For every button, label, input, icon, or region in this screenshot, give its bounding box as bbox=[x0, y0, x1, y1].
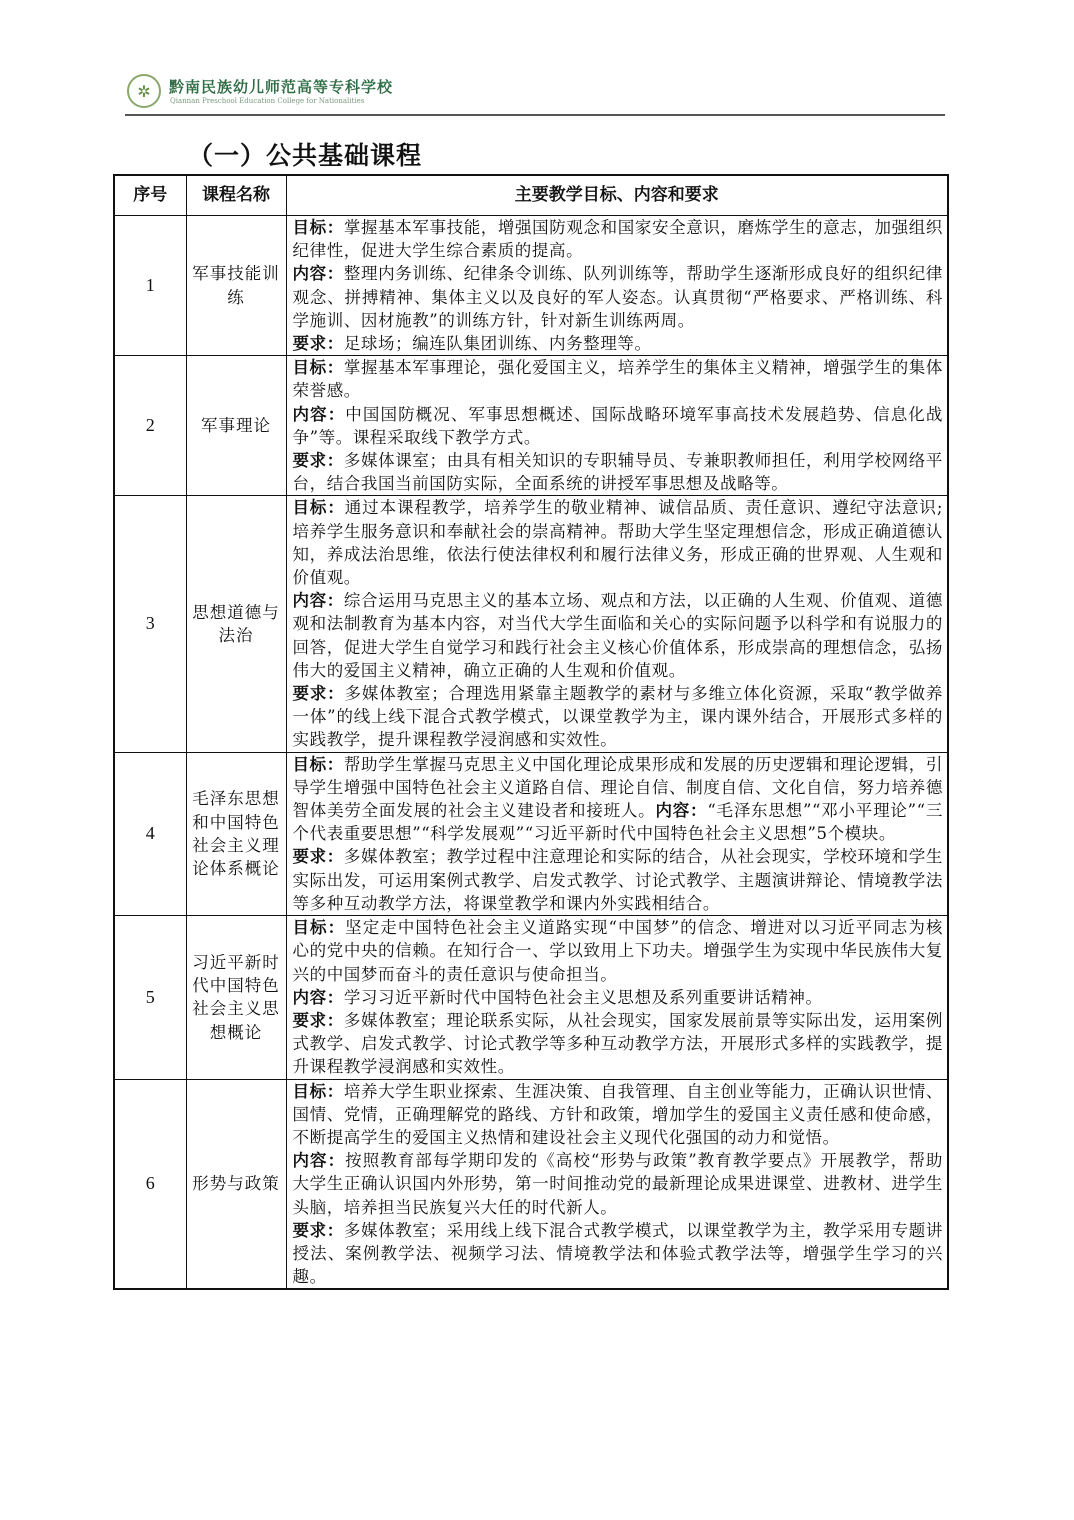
table-row bbox=[114, 356, 948, 496]
column-header-name: 课程名称 bbox=[186, 175, 286, 216]
section-text: 多媒体教室；采用线上线下混合式教学模式，以课堂教学为主，教学采用专题讲授法、案例教学法、视频学习法、情境教学法和体验式教学法等，增强学生学习的兴趣。 bbox=[292, 1220, 943, 1287]
section-text: 培养大学生职业探索、生涯决策、自我管理、自主创业等能力，正确认识世情、国情、党情，正确理解党的路线、方针和政策，增加学生的爱国主义责任感和使命感，不断提高学生的爱国主义热情和建设社会主义现代化强国的动力和觉悟。 bbox=[292, 1081, 943, 1147]
section-text: 多媒体课室；由具有相关知识的专职辅导员、专兼职教师担任，利用学校网络平台，结合我国当前国防实际，全面系统的讲授军事思想及战略等。 bbox=[292, 451, 943, 494]
section-label: 目标： bbox=[292, 1081, 344, 1101]
section-text: “毛泽东思想”“邓小平理论”“三个代表重要思想”“科学发展观”“习近平新时代中国特色社会主义思想”5个模块。 bbox=[292, 801, 943, 844]
section-label: 要求： bbox=[292, 847, 344, 867]
course-description bbox=[286, 356, 948, 496]
table-row bbox=[114, 752, 948, 915]
section-text: 坚定走中国特色社会主义道路实现“中国梦”的信念、增进对以习近平同志为核心的党中央的信赖。在知行合一、学以致用上下功夫。增强学生为实现中华民族伟大复兴的中国梦而奋斗的责任意识与使命担当。 bbox=[292, 918, 943, 984]
section-text: 帮助学生掌握马克思主义中国化理论成果形成和发展的历史逻辑和理论逻辑，引导学生增强中国特色社会主义道路自信、理论自信、制度自信、文化自信，努力培养德智体美劳全面发展的社会主义建设者和接班人。 bbox=[292, 754, 943, 821]
column-header-number: 序号 bbox=[114, 175, 186, 216]
section-label: 目标： bbox=[292, 754, 344, 774]
column-header-description: 主要教学目标、内容和要求 bbox=[286, 175, 948, 216]
section-text: 综合运用马克思主义的基本立场、观点和方法，以正确的人生观、价值观、道德观和法制教育为基本内容，对当代大学生面临和关心的实际问题予以科学和有说服力的回答，促进大学生自觉学习和践行社会主义核心价值体系，形成崇高的理想信念，弘扬伟大的爱国主义精神，确立正确的人生观和价值观。 bbox=[292, 591, 943, 680]
course-description bbox=[286, 916, 948, 1079]
section-text: 多媒体教室；理论联系实际，从社会现实，国家发展前景等实际出发，运用案例式教学、启发式教学、讨论式教学等多种互动教学方法，开展形式多样的实践教学，提升课程教学浸润感和实效性。 bbox=[292, 1010, 943, 1077]
section-label: 内容： bbox=[655, 801, 708, 821]
section-label: 目标： bbox=[292, 218, 344, 237]
course-number: 1 bbox=[114, 216, 186, 356]
section-label: 要求： bbox=[292, 451, 344, 471]
section-text: 通过本课程教学，培养学生的敬业精神、诚信品质、责任意识、遵纪守法意识;培养学生服务意识和奉献社会的崇高精神。帮助大学生坚定理想信念，形成正确道德认知，养成法治思维，依法行使法律权利和履行法律义务，形成正确的世界观、人生观和价值观。 bbox=[292, 498, 943, 588]
table-row bbox=[114, 916, 948, 1079]
section-text: 按照教育部每学期印发的《高校“形势与政策”教育教学要点》开展教学，帮助大学生正确认识国内外形势，第一时间推动党的最新理论成果进课堂、进教材、进学生头脑，培养担当民族复兴大任的时代新人。 bbox=[292, 1151, 943, 1217]
school-logo-icon: ✲ bbox=[127, 74, 161, 108]
section-text: 掌握基本军事理论，强化爱国主义，培养学生的集体主义精神，增强学生的集体荣誉感。 bbox=[292, 358, 943, 401]
section-label: 内容： bbox=[292, 1151, 346, 1171]
course-number: 2 bbox=[114, 356, 186, 496]
course-description bbox=[286, 1079, 948, 1289]
course-number: 6 bbox=[114, 1079, 186, 1289]
course-name: 习近平新时代中国特色社会主义思想概论 bbox=[186, 916, 286, 1079]
course-name: 毛泽东思想和中国特色社会主义理论体系概论 bbox=[186, 752, 286, 915]
section-label: 目标： bbox=[292, 498, 345, 518]
section-text: 多媒体教室；教学过程中注意理论和实际的结合，从社会现实，学校环境和学生实际出发，可运用案例式教学、启发式教学、讨论式教学、主题演讲辩论、情境教学法等多种互动教学方法，将课堂教学和课内外实践相结合。 bbox=[292, 847, 943, 913]
section-title: （一）公共基础课程 bbox=[188, 141, 423, 170]
section-text: 中国国防概况、军事思想概述、国际战略环境军事高技术发展趋势、信息化战争”等。课程采取线下教学方式。 bbox=[292, 404, 943, 447]
table-row bbox=[114, 496, 948, 752]
page-header bbox=[125, 72, 945, 116]
section-label: 要求： bbox=[292, 684, 345, 704]
course-description bbox=[286, 496, 948, 752]
course-name: 军事技能训练 bbox=[186, 216, 286, 356]
course-table bbox=[113, 174, 949, 1290]
section-label: 内容： bbox=[292, 404, 346, 424]
course-number: 4 bbox=[114, 752, 186, 915]
section-text: 整理内务训练、纪律条令训练、队列训练等，帮助学生逐渐形成良好的组织纪律观念、拼搏精神、集体主义以及良好的军人姿态。认真贯彻“严格要求、严格训练、科学施训、因材施教”的训练方针，针对新生训练两周。 bbox=[292, 264, 943, 330]
section-text: 学习习近平新时代中国特色社会主义思想及系列重要讲话精神。 bbox=[343, 987, 823, 1007]
section-label: 内容： bbox=[292, 264, 344, 284]
table-row bbox=[114, 216, 948, 356]
course-number: 3 bbox=[114, 496, 186, 752]
section-label: 要求： bbox=[292, 334, 344, 354]
section-text: 掌握基本军事技能，增强国防观念和国家安全意识，磨炼学生的意志，加强组织纪律性，促进大学生综合素质的提高。 bbox=[292, 218, 943, 261]
section-label: 要求： bbox=[292, 1010, 344, 1030]
course-name: 军事理论 bbox=[186, 356, 286, 496]
school-name-cn: 黔南民族幼儿师范高等专科学校 bbox=[169, 78, 394, 96]
course-description bbox=[286, 216, 948, 356]
course-name: 思想道德与法治 bbox=[186, 496, 286, 752]
section-label: 内容： bbox=[292, 987, 344, 1007]
section-text: 足球场；编连队集团训练、内务整理等。 bbox=[343, 334, 652, 354]
table-row bbox=[114, 1079, 948, 1289]
section-text: 多媒体教室；合理选用紧靠主题教学的素材与多维立体化资源，采取“教学做养一体”的线上线下混合式教学模式，以课堂教学为主，课内课外结合，开展形式多样的实践教学，提升课程教学浸润感和实效性。 bbox=[292, 684, 943, 750]
course-description bbox=[286, 752, 948, 915]
section-label: 目标： bbox=[292, 358, 344, 378]
course-number: 5 bbox=[114, 916, 186, 1079]
section-label: 要求： bbox=[292, 1220, 344, 1240]
section-label: 目标： bbox=[292, 918, 346, 938]
school-name-en: Qiannan Preschool Education College for Nationalities bbox=[170, 97, 365, 105]
table-header-row bbox=[114, 175, 948, 216]
course-name: 形势与政策 bbox=[186, 1079, 286, 1289]
section-label: 内容： bbox=[292, 591, 344, 611]
